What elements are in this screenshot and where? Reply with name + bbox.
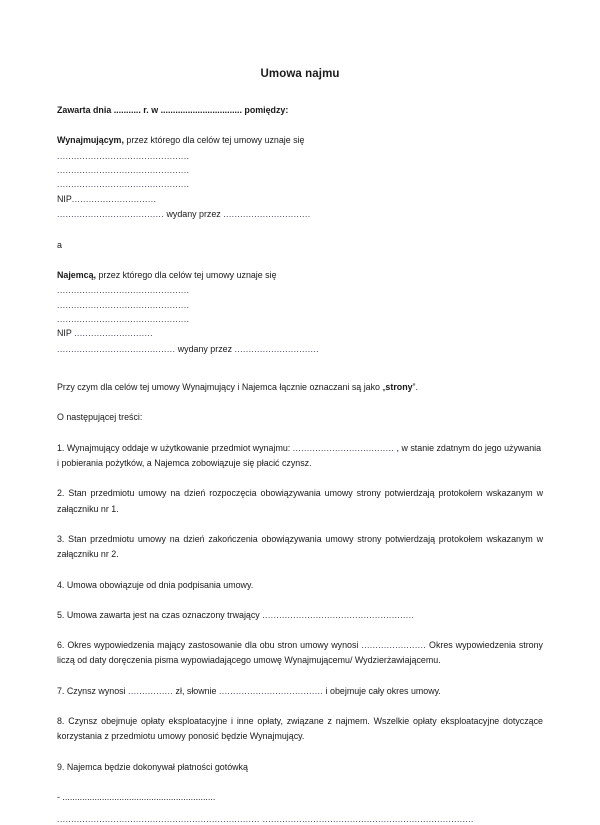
spacer (57, 395, 543, 410)
spacer (57, 80, 543, 103)
spacer (57, 223, 543, 238)
spacer (57, 517, 543, 532)
clause-3 (57, 532, 543, 563)
clause-text: 4. Umowa obowiązuje od dnia podpisania umowy. (57, 579, 254, 590)
parties-definition-paragraph (57, 380, 543, 395)
landlord-blank-line-3[interactable]: ............................................... (57, 179, 190, 190)
payment-dash-line[interactable]: - .............................................................. (57, 792, 216, 803)
definition-before: Przy czym dla celów tej umowy Wynajmujący i Najemca łącznie oznaczani są jako „ (57, 382, 386, 393)
clause-text: 6. Okres wypowiedzenia mający zastosowanie dla obu stron umowy wynosi (57, 640, 362, 651)
clause-list (57, 441, 543, 790)
clause-field[interactable]: ..................................... (218, 685, 324, 696)
tenant-nip-field[interactable]: ............................ (74, 328, 153, 339)
tenant-nip-label: NIP (57, 328, 75, 339)
definition-after: ”. (412, 382, 418, 393)
tenant-id-field-2[interactable]: ......................... (104, 343, 176, 354)
spacer (57, 593, 543, 608)
tenant-nip-line[interactable] (57, 326, 543, 341)
clause-8 (57, 714, 543, 745)
landlord-nip-field[interactable]: .............................. (71, 193, 157, 204)
clause-4 (57, 578, 543, 593)
spacer (57, 623, 543, 638)
tenant-blank-line-3[interactable]: ............................................... (57, 313, 190, 324)
spacer (57, 357, 543, 380)
landlord-nip-line[interactable] (57, 192, 543, 207)
clause-text: zł, słownie (173, 685, 219, 696)
landlord-id-field-1[interactable]: ............... (57, 209, 100, 220)
landlord-issuer-field[interactable]: ............................... (223, 209, 311, 220)
document-content (57, 0, 543, 825)
spacer (57, 669, 543, 684)
spacer (57, 775, 543, 790)
spacer (57, 253, 543, 268)
landlord-blank-line-1[interactable]: ............................................... (57, 150, 190, 161)
spacer (57, 805, 543, 812)
clause-text: , w stanie zdatnym do jego używania i pobierania pożytków, a Najemca zobowiązuje się płacić czynsz. (57, 442, 542, 468)
definition-term: strony (385, 382, 413, 393)
tenant-issued-by-label: wydany przez (175, 343, 235, 354)
spacer (57, 563, 543, 578)
clause-2 (57, 486, 543, 517)
landlord-id-field-2[interactable]: ....................... (99, 209, 165, 220)
clause-5 (57, 608, 543, 623)
page-title: Umowa najmu (260, 68, 340, 80)
payment-final-line[interactable] (57, 812, 543, 825)
tenant-blank-line-2[interactable]: ............................................... (57, 299, 190, 310)
tenant-blank-line-1[interactable]: ............................................... (57, 285, 190, 296)
clause-text: Okres wypowiedzenia strony liczą od daty doręczenia pisma wypowiadającego umowę Wynajmującemu/ Wydzierżawiającemu. (57, 640, 543, 666)
tenant-id-document-line[interactable] (57, 342, 543, 357)
clause-6 (57, 638, 543, 669)
tenant-label: Najemcą, (57, 269, 96, 280)
landlord-heading (57, 133, 543, 148)
clause-text: 3. Stan przedmiotu umowy na dzień zakończenia obowiązywania umowy strony potwierdzają protokołem wskazanym w załączniku nr 2. (57, 533, 543, 560)
tenant-issuer-field[interactable]: .............................. (234, 343, 319, 354)
landlord-issued-by-label: wydany przez (164, 209, 224, 220)
payment-final-field-2[interactable]: ........................................................................... (262, 814, 474, 825)
spacer (57, 118, 543, 133)
clause-field[interactable]: ...................................................... (262, 609, 415, 620)
clause-text: 9. Najemca będzie dokonywał płatności gotówką (57, 761, 248, 772)
clause-field[interactable]: .................................... (292, 442, 395, 453)
clause-field[interactable]: ....................... (361, 640, 427, 651)
clause-text: 8. Czynsz obejmuje opłaty eksploatacyjne i inne opłaty, związane z najmem. Wszelkie opłaty eksploatacyjne dotyczące korzystania z przedmiotu umowy ponosić będzie Wynajmujący. (57, 716, 543, 742)
clause-9 (57, 760, 543, 775)
conjunction-a: a (57, 239, 62, 250)
landlord-label: Wynajmującym, (57, 135, 124, 146)
clause-text: 7. Czynsz wynosi (57, 685, 129, 696)
payment-final-field-1[interactable]: ........................................................................ (57, 814, 260, 825)
landlord-id-document-line[interactable] (57, 207, 543, 222)
clause-text: 1. Wynajmujący oddaje w użytkowanie przedmiot wynajmu: (57, 442, 293, 453)
spacer (57, 471, 543, 486)
clause-1 (57, 441, 543, 472)
clause-7 (57, 684, 543, 699)
tenant-id-field-1[interactable]: ................. (57, 343, 105, 354)
content-intro: O następującej treści: (57, 412, 143, 423)
clause-field[interactable]: ................ (128, 685, 174, 696)
landlord-heading-rest: przez którego dla celów tej umowy uznaje się (123, 135, 305, 146)
spacer (57, 699, 543, 714)
clause-text: 2. Stan przedmiotu umowy na dzień rozpoczęcia obowiązywania umowy strony potwierdzają protokołem wskazanym w załączniku nr 1. (57, 488, 543, 514)
contract-date-line: Zawarta dnia ........... r. w ................................. pomiędzy: (57, 105, 289, 115)
clause-text: i obejmuje cały okres umowy. (323, 685, 441, 696)
spacer (57, 426, 543, 441)
clause-text: 5. Umowa zawarta jest na czas oznaczony trwający (57, 609, 263, 620)
spacer (57, 745, 543, 760)
tenant-heading (57, 268, 543, 283)
landlord-nip-label: NIP (57, 193, 72, 204)
landlord-blank-line-2[interactable]: ............................................... (57, 165, 190, 176)
tenant-heading-rest: przez którego dla celów tej umowy uznaje się (95, 269, 277, 280)
